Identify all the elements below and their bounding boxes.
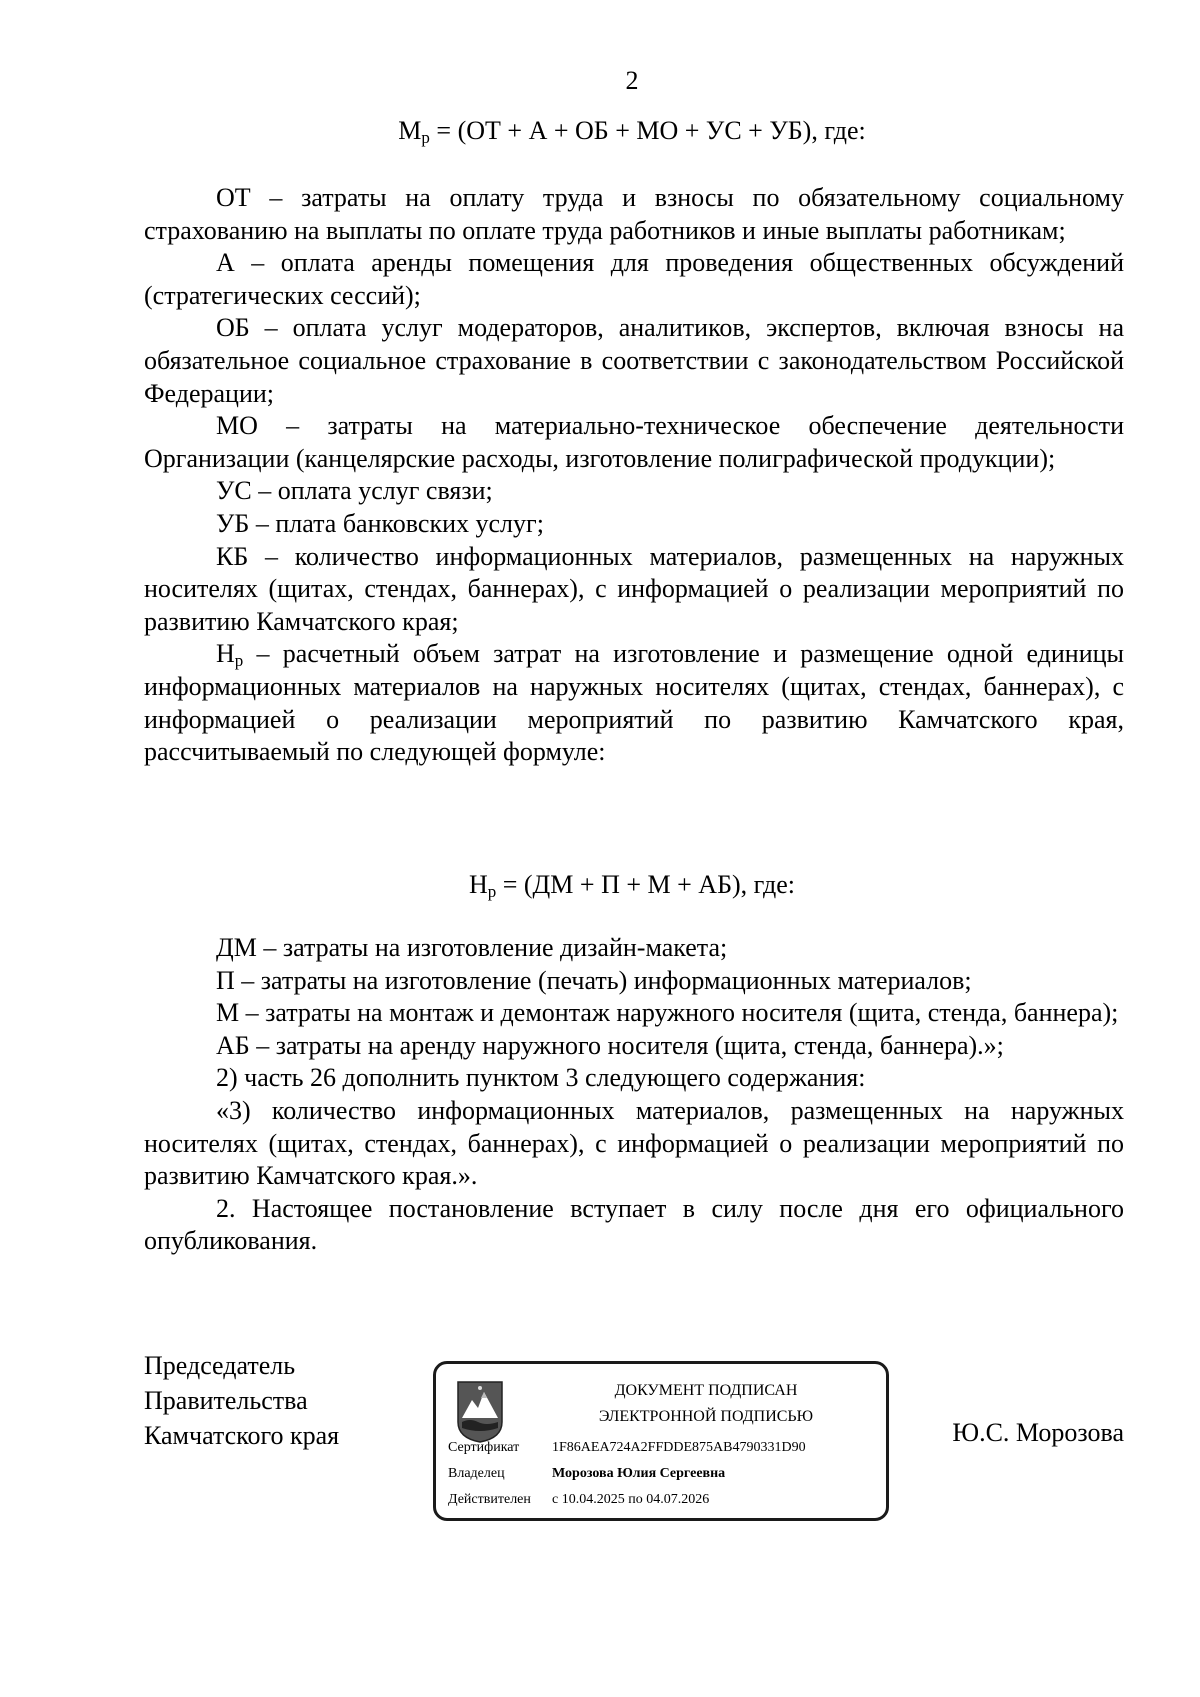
amendment-item3: «3) количество информационных материалов, размещенных на наружных носителях (щитах, стендах, баннерах), с информацией о реализации мероприятий по развитию Камчатского края.». (144, 1095, 1124, 1191)
stamp-certificate-label: Сертификат (448, 1440, 520, 1455)
effective-clause: 2. Настоящее постановление вступает в силу после дня его официального опубликования. (144, 1193, 1124, 1256)
stamp-owner-value: Морозова Юлия Сергеевна (552, 1466, 726, 1481)
formula-np-lhs: Н (468, 870, 488, 899)
formula-mp-rhs: = (ОТ + А + ОБ + МО + УС + УБ), где: (429, 116, 866, 145)
formula-np (0, 870, 1200, 900)
definition-np-subscript: р (234, 651, 244, 671)
signer-title-line1: Председатель (144, 1351, 296, 1380)
formula-mp-lhs: М (398, 116, 422, 145)
stamp-certificate-value: 1F86AEA724A2FFDDE875AB4790331D90 (552, 1440, 806, 1455)
definition-a: А – оплата аренды помещения для проведения общественных обсуждений (стратегических сессий); (144, 248, 1124, 310)
definition-np-text: – расчетный объем затрат на изготовление и размещение одной единицы информационных материалов на наружных носителях (щитах, стендах, баннерах), с информацией о реализации мероприятий по развитию Камчатского края, рассчитываемый по следующей формуле: (144, 639, 1124, 767)
formula-mp-subscript: р (421, 128, 430, 147)
stamp-header-line1: ДОКУМЕНТ ПОДПИСАН (614, 1382, 798, 1399)
signer-title (144, 1348, 339, 1453)
definition-ob: ОБ – оплата услуг модераторов, аналитиков, экспертов, включая взносы на обязательное социальное страхование в соответствии с законодательством Российской Федерации; (144, 313, 1124, 408)
formula-np-rhs: = (ДМ + П + М + АБ), где: (496, 870, 796, 899)
definition-np-lhs: Н (216, 639, 235, 669)
page-number: 2 (625, 66, 639, 95)
stamp-header-line2: ЭЛЕКТРОННОЙ ПОДПИСЬЮ (598, 1408, 814, 1425)
definition-kb: КБ – количество информационных материалов, размещенных на наружных носителях (щитах, стендах, баннерах), с информацией о реализации мероприятий по развитию Камчатского края; (144, 541, 1124, 636)
signer-title-line2: Правительства (144, 1386, 308, 1415)
signer-title-line3: Камчатского края (144, 1421, 340, 1450)
definition-ot: ОТ – затраты на оплату труда и взносы по обязательному социальному страхованию на выплаты по оплате труда работников и иные выплаты работникам; (144, 183, 1124, 245)
definitions-block-1 (144, 182, 1124, 769)
kamchatka-emblem-icon (454, 1378, 506, 1444)
stamp-certificate-row (448, 1440, 806, 1456)
signer-name: Ю.С. Морозова (952, 1418, 1124, 1447)
stamp-validity-label: Действителен (448, 1492, 531, 1507)
stamp-owner-label: Владелец (448, 1466, 505, 1481)
definitions-block-2 (144, 932, 1124, 1258)
formula-np-subscript: р (487, 882, 497, 901)
amendment-part26: 2) часть 26 дополнить пунктом 3 следующего содержания: (216, 1063, 866, 1093)
stamp-header (536, 1378, 876, 1430)
electronic-signature-stamp (433, 1361, 889, 1521)
definition-np (144, 638, 1124, 768)
formula-mp (0, 116, 1200, 146)
stamp-owner-row (448, 1466, 725, 1482)
stamp-validity-value: с 10.04.2025 по 04.07.2026 (552, 1492, 710, 1507)
definition-mo: МО – затраты на материально-техническое обеспечение деятельности Организации (канцелярские расходы, изготовление полиграфической продукции); (144, 411, 1124, 473)
definition-m: М – затраты на монтаж и демонтаж наружного носителя (щита, стенда, баннера); (216, 998, 1119, 1028)
definition-ab: АБ – затраты на аренду наружного носителя (щита, стенда, баннера).»; (216, 1030, 1004, 1060)
definition-us: УС – оплата услуг связи; (216, 476, 493, 506)
definition-p: П – затраты на изготовление (печать) информационных материалов; (216, 965, 972, 995)
definition-ub: УБ – плата банковских услуг; (216, 508, 544, 538)
definition-dm: ДМ – затраты на изготовление дизайн-макета; (216, 933, 728, 962)
stamp-validity-row (448, 1492, 709, 1508)
